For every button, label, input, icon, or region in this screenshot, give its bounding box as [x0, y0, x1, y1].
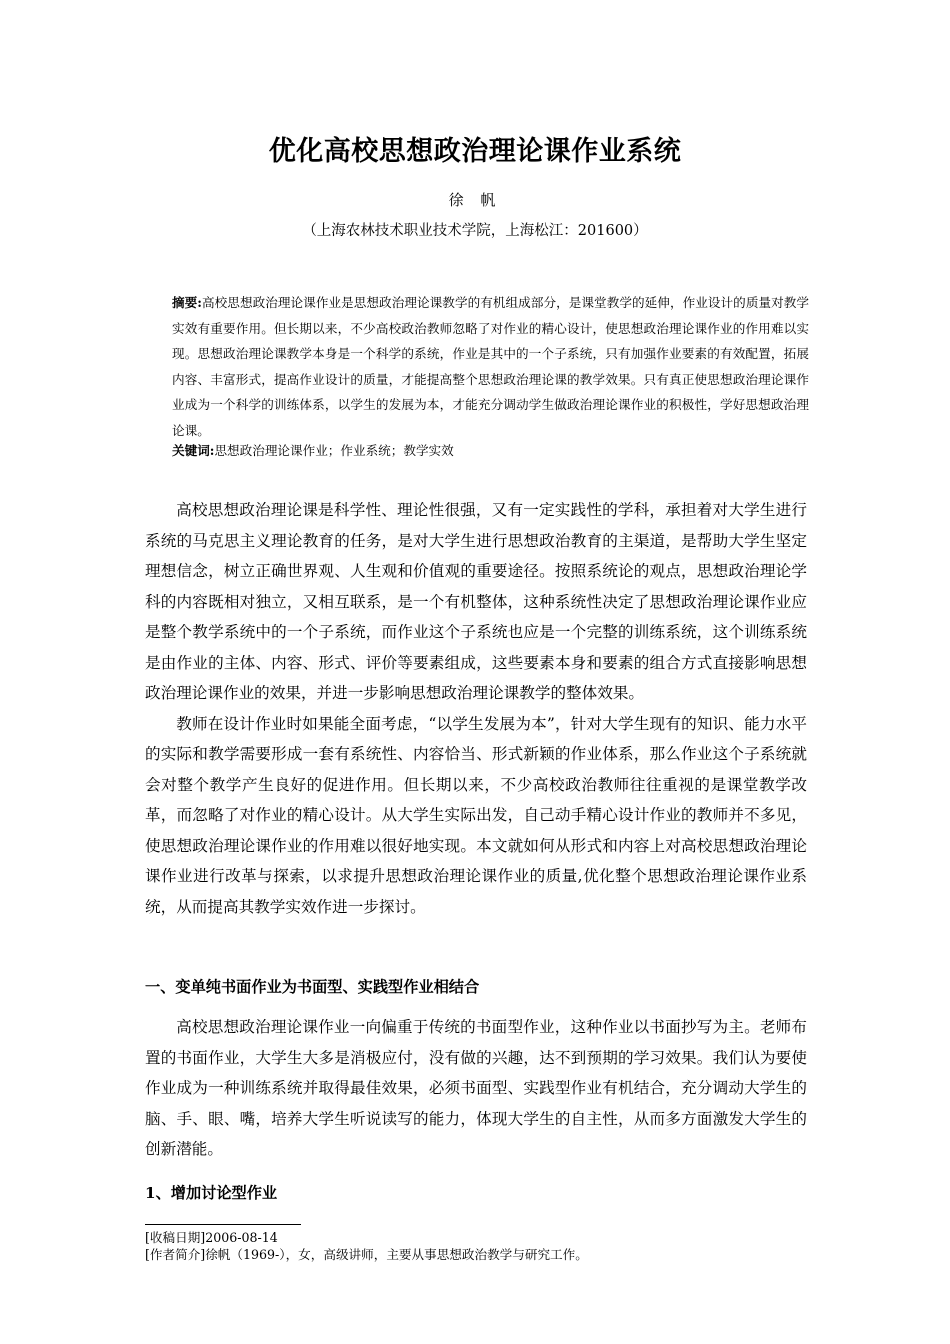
body-paragraph-3: 高校思想政治理论课作业一向偏重于传统的书面型作业，这种作业以书面抄写为主。老师布置的书面作业，大学生大多是消极应付，没有做的兴趣，达不到预期的学习效果。我们认为要使作业成为一种训练系统并取得最佳效果，必须书面型、实践型作业有机结合，充分调动大学生的脑、手、眼、嘴，培养大学生听说读写的能力，体现大学生的自主性，从而多方面激发大学生的创新潜能。	[145, 1018, 807, 1158]
abstract-label: 摘要:	[172, 295, 202, 310]
body-paragraph-1: 高校思想政治理论课是科学性、理论性很强，又有一定实践性的学科，承担着对大学生进行系统的马克思主义理论教育的任务，是对大学生进行思想政治教育的主渠道，是帮助大学生坚定理想信念，树立正确世界观、人生观和价值观的重要途径。按照系统论的观点，思想政治理论学科的内容既相对独立，又相互联系，是一个有机整体，这种系统性决定了思想政治理论课作业应是整个教学系统中的一个子系统，而作业这个子系统也应是一个完整的训练系统，这个训练系统是由作业的主体、内容、形式、评价等要素组成，这些要素本身和要素的组合方式直接影响思想政治理论课作业的效果，并进一步影响思想政治理论课教学的整体效果。	[145, 501, 807, 702]
footnote-received-date: [收稿日期]2006-08-14	[145, 1230, 278, 1245]
body-section-1	[145, 1012, 807, 1165]
abstract-block	[172, 290, 809, 444]
footnotes	[145, 1229, 807, 1263]
keywords-label: 关键词:	[172, 443, 215, 458]
body-paragraph-2: 教师在设计作业时如果能全面考虑，“以学生发展为本”，针对大学生现有的知识、能力水平的实际和教学需要形成一套有系统性、内容恰当、形式新颖的作业体系，那么作业这个子系统就会对整个教学产生良好的促进作用。但长期以来，不少高校政治教师往往重视的是课堂教学改革，而忽略了对作业的精心设计。从大学生实际出发，自己动手精心设计作业的教师并不多见，使思想政治理论课作业的作用难以很好地实现。本文就如何从形式和内容上对高校思想政治理论课作业进行改革与探索，以求提升思想政治理论课作业的质量,优化整个思想政治理论课作业系统，从而提高其教学实效作进一步探讨。	[145, 714, 807, 916]
article-author: 徐 帆	[448, 191, 502, 209]
article-title: 优化高校思想政治理论课作业系统	[268, 136, 682, 167]
footnote-author-bio: [作者简介]徐帆（1969-），女，高级讲师，主要从事思想政治教学与研究工作。	[145, 1247, 588, 1262]
abstract-text: 高校思想政治理论课作业是思想政治理论课教学的有机组成部分，是课堂教学的延伸，作业设计的质量对教学实效有重要作用。但长期以来，不少高校政治教师忽略了对作业的精心设计，使思想政治理论课作业的作用难以实现。思想政治理论课教学本身是一个科学的系统，作业是其中的一个子系统，只有加强作业要素的有效配置，拓展内容、丰富形式，提高作业设计的质量，才能提高整个思想政治理论课的教学效果。只有真正使思想政治理论课作业成为一个科学的训练体系，以学生的发展为本，才能充分调动学生做政治理论课作业的积极性，学好思想政治理论课。	[172, 295, 810, 438]
article-affiliation: （上海农林技术职业技术学院，上海松江：201600）	[302, 223, 648, 239]
body-intro	[145, 495, 807, 922]
footnote-divider	[145, 1224, 301, 1225]
section-heading-1: 一、变单纯书面作业为书面型、实践型作业相结合	[145, 978, 480, 996]
keywords-text: 思想政治理论课作业；作业系统；教学实效	[214, 443, 454, 458]
keywords-block	[172, 440, 809, 462]
subsection-heading-1: 1、增加讨论型作业	[145, 1184, 278, 1202]
